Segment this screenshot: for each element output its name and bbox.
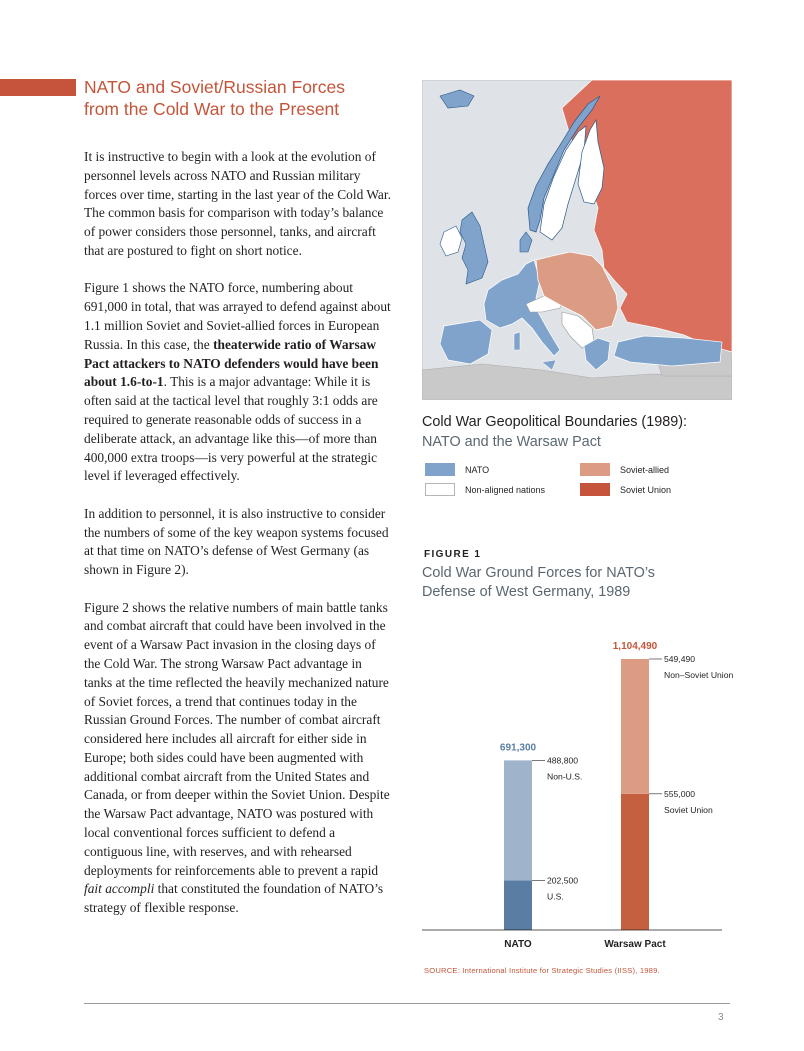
- legend-label-soviet-union: Soviet Union: [620, 484, 672, 495]
- total-label-nato: 691,300: [499, 742, 537, 754]
- bar-nato-us-label: U.S.: [547, 891, 564, 902]
- legend-label-non-aligned: Non-aligned nations: [465, 484, 546, 495]
- paragraph-3: In addition to personnel, it is also instructive to consider the numbers of some of the key weapon systems focused at that time on NATO’s defense of West Germany (as shown in Figure 2).: [84, 505, 389, 578]
- legend-item-soviet-union: [580, 483, 671, 496]
- legend-label-nato: NATO: [465, 464, 490, 475]
- legend-swatch-soviet-union: [580, 483, 610, 496]
- category-label-warsaw-pact: Warsaw Pact: [604, 939, 666, 950]
- map-caption-title: Cold War Geopolitical Boundaries (1989):: [422, 414, 688, 430]
- bar-nato-non-us-value: 488,800: [547, 755, 579, 766]
- paragraph-4-tail: that constituted the foundation of NATO’s strategy of flexible response.: [84, 881, 384, 916]
- legend-item-nato: [425, 463, 489, 476]
- map-caption-subtitle: NATO and the Warsaw Pact: [422, 433, 601, 450]
- paragraph-4-italic: fait accompli: [84, 881, 155, 897]
- footer-rule: [84, 1003, 730, 1004]
- bar-nato-us-value: 202,500: [547, 875, 579, 886]
- bar-warsaw-pact-non-soviet-value: 549,490: [664, 654, 696, 664]
- bar-nato-non-us-label: Non-U.S.: [547, 771, 583, 782]
- paragraph-2-emphasis: theaterwide ratio of Warsaw Pact attackers to NATO defenders would have been about 1.6-to-1: [84, 336, 379, 390]
- paragraph-1: It is instructive to begin with a look at the evolution of personnel levels across NATO and Russian military forces over time, starting in the last year of the Cold War. The common basis for comparison with today’s balance of power considers those personnel, tanks, and aircraft that are postured to fight on short notice.: [84, 149, 391, 258]
- bar-nato-us: [504, 880, 532, 930]
- bar-warsaw-pact-non-soviet: [621, 659, 649, 794]
- figure-title-line-1: Cold War Ground Forces for NATO’s: [422, 565, 655, 581]
- map-sardinia: [514, 332, 520, 350]
- paragraph-2-lead: Figure 1 shows the NATO force, numbering about 691,000 in total, that was arrayed to defend against about 1.1 million Soviet and Soviet-allied forces in European Russia. In this case, the: [84, 280, 391, 352]
- source-note: SOURCE: International Institute for Strategic Studies (IISS), 1989.: [424, 966, 660, 975]
- ground-forces-chart: [422, 628, 742, 958]
- europe-map-svg: [422, 80, 732, 400]
- figure-title: [422, 564, 732, 602]
- legend-item-soviet-allied: [580, 463, 669, 476]
- legend-swatch-non-aligned: [425, 483, 455, 496]
- map-legend: [425, 463, 745, 503]
- section-accent-bar: [0, 79, 76, 96]
- figure-title-line-2: Defense of West Germany, 1989: [422, 584, 631, 600]
- bar-warsaw-pact-soviet: [621, 794, 649, 930]
- total-label-warsaw-pact: 1,104,490: [612, 641, 658, 652]
- bar-warsaw-pact-non-soviet-label: Non–Soviet Union: [664, 670, 734, 680]
- bar-warsaw-pact-soviet-label: Soviet Union: [664, 804, 713, 815]
- paragraph-4: [84, 599, 392, 919]
- paragraph-2: [84, 279, 392, 486]
- section-title: NATO and Soviet/Russian Forces from the Cold War to the Present: [84, 77, 345, 119]
- figure-label: FIGURE 1: [424, 549, 482, 560]
- bar-nato-non-us: [504, 760, 532, 880]
- paragraph-2-tail: . This is a major advantage: While it is often said at the tactical level that roughly 3:1 odds are required to generate reasonable odds of success in a deliberate attack, an advantage like this—of more than 400,000 extra troops—is very powerful at the strategic level if leveraged effectively.: [84, 374, 378, 484]
- legend-label-soviet-allied: Soviet-allied: [620, 464, 670, 475]
- body-text: [84, 148, 392, 937]
- legend-item-non-aligned: [425, 483, 545, 496]
- legend-swatch-nato: [425, 463, 455, 476]
- page-number: 3: [718, 1012, 724, 1023]
- legend-swatch-soviet-allied: [580, 463, 610, 476]
- map-turkey: [614, 336, 722, 366]
- map-caption: [422, 413, 742, 452]
- category-label-nato: NATO: [504, 939, 532, 950]
- europe-map: [422, 80, 732, 400]
- bar-warsaw-pact-soviet-value: 555,000: [664, 788, 696, 799]
- paragraph-4-lead: Figure 2 shows the relative numbers of main battle tanks and combat aircraft that could have been involved in the event of a Warsaw Pact invasion in the closing days of the Cold War. The strong Warsaw Pact advantage in tanks at the time reflected the heavily mechanized nature of Soviet forces, a trend that continues today in the Russian Ground Forces. The number of combat aircraft considered here includes all aircraft for either side in Europe; both sides could have been augmented with additional combat aircraft from the United States and Canada, or from deeper within the Soviet Union. Despite the Warsaw Pact advantage, NATO was postured with local conventional forces sufficient to defend a contiguous line, with reserves, and with rehearsed deployments for reinforcements able to prevent a rapid: [84, 599, 390, 878]
